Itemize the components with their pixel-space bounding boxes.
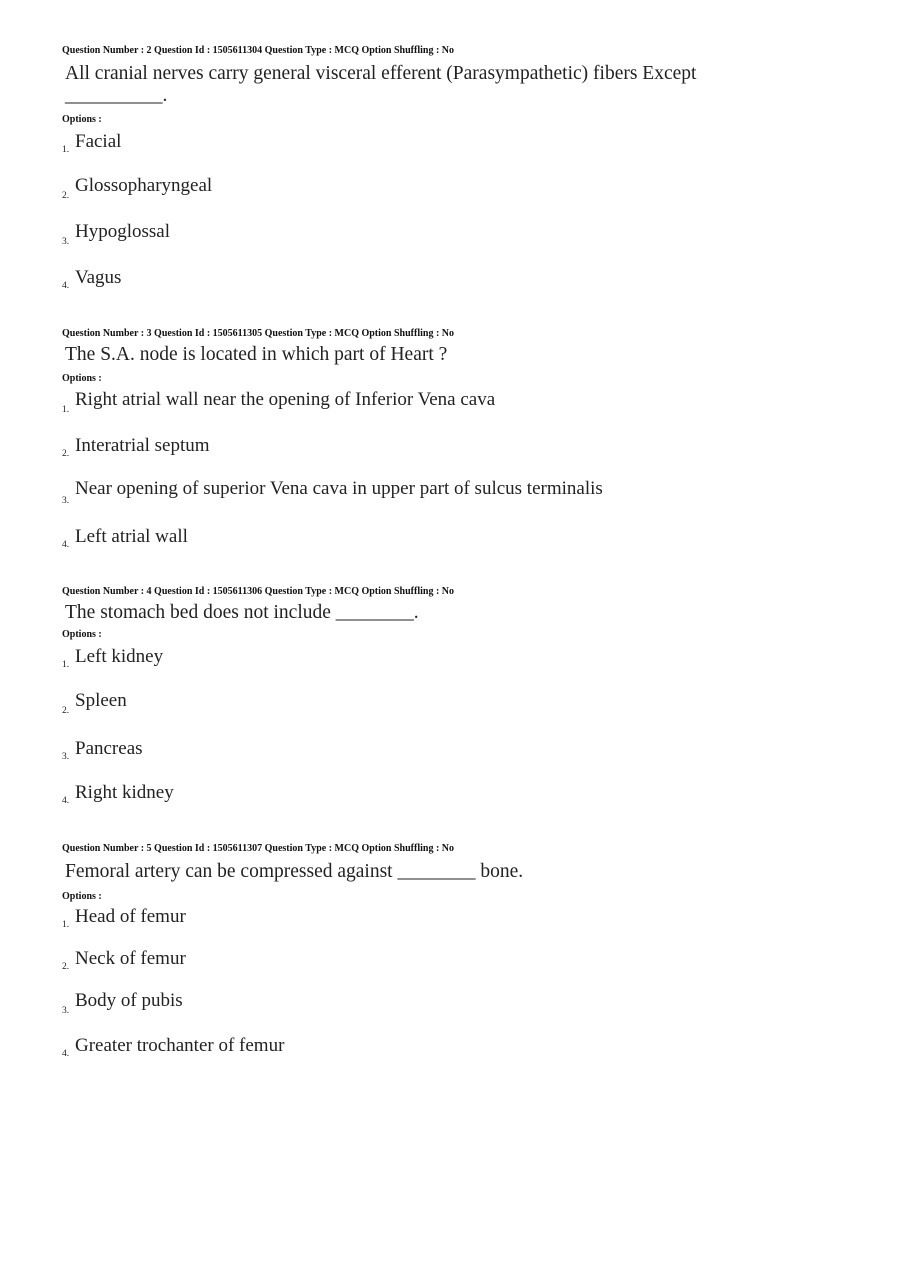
option-text: Neck of femur [75, 948, 186, 969]
option-number: 2. [62, 706, 70, 716]
option-number: 4. [62, 540, 70, 550]
option-number: 3. [62, 752, 70, 762]
option-number: 3. [62, 496, 70, 506]
question-text: Femoral artery can be compressed against ________ bone. [65, 861, 524, 882]
option-number: 4. [62, 1049, 70, 1059]
option-text: Greater trochanter of femur [75, 1035, 285, 1056]
question-meta: Question Number : 3 Question Id : 1505611305 Question Type : MCQ Option Shuffling : No [62, 328, 454, 339]
question-text: All cranial nerves carry general visceral efferent (Parasympathetic) fibers Except __________. [65, 63, 697, 106]
option-number: 2. [62, 962, 70, 972]
option-text: Vagus [75, 267, 122, 288]
option-text: Spleen [75, 690, 127, 711]
option-text: Left kidney [75, 646, 164, 667]
option-text: Right atrial wall near the opening of Inferior Vena cava [75, 389, 496, 410]
option-text: Facial [75, 131, 122, 152]
option-number: 2. [62, 449, 70, 459]
option-number: 1. [62, 405, 70, 415]
options-label: Options : [62, 114, 102, 125]
option-text: Pancreas [75, 738, 143, 759]
option-number: 3. [62, 237, 70, 247]
option-text: Near opening of superior Vena cava in upper part of sulcus terminalis [75, 478, 603, 499]
option-text: Interatrial septum [75, 435, 210, 456]
option-text: Glossopharyngeal [75, 175, 213, 196]
option-text: Body of pubis [75, 990, 183, 1011]
option-text: Right kidney [75, 782, 174, 803]
question-meta: Question Number : 4 Question Id : 1505611306 Question Type : MCQ Option Shuffling : No [62, 586, 454, 597]
option-text: Hypoglossal [75, 221, 170, 242]
options-label: Options : [62, 891, 102, 902]
question-text: The S.A. node is located in which part of Heart ? [65, 344, 448, 365]
option-text: Head of femur [75, 906, 186, 927]
options-label: Options : [62, 629, 102, 640]
option-number: 4. [62, 796, 70, 806]
question-meta: Question Number : 5 Question Id : 1505611307 Question Type : MCQ Option Shuffling : No [62, 843, 454, 854]
option-number: 4. [62, 281, 70, 291]
options-label: Options : [62, 373, 102, 384]
option-number: 1. [62, 660, 70, 670]
option-number: 3. [62, 1006, 70, 1016]
option-text: Left atrial wall [75, 526, 188, 547]
option-number: 2. [62, 191, 70, 201]
option-number: 1. [62, 145, 70, 155]
question-meta: Question Number : 2 Question Id : 1505611304 Question Type : MCQ Option Shuffling : No [62, 45, 454, 56]
option-number: 1. [62, 920, 70, 930]
question-text: The stomach bed does not include ________. [65, 602, 419, 623]
